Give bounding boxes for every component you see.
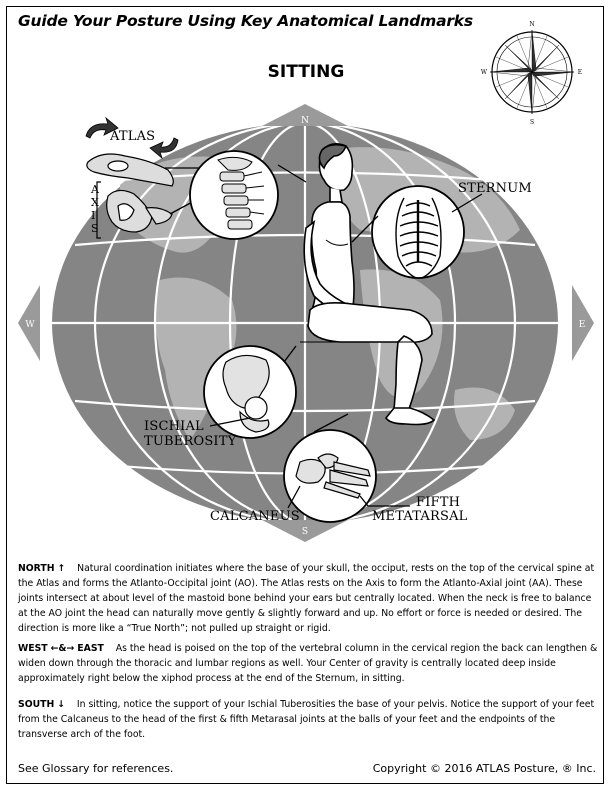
calcaneus-label: CALCANEUS bbox=[210, 509, 300, 524]
cervical-spine-detail bbox=[190, 151, 278, 239]
axis-letter-x: X bbox=[91, 196, 99, 209]
globe-letter-w: W bbox=[25, 320, 35, 330]
fifth-metatarsal-label-line1: FIFTH bbox=[416, 495, 461, 510]
ischial-label-line1: ISCHIAL bbox=[144, 419, 204, 434]
ischial-label-line2: TUBEROSITY bbox=[144, 434, 237, 449]
ribcage-detail bbox=[372, 186, 464, 278]
south-paragraph bbox=[18, 697, 598, 742]
axis-letter-s: S bbox=[91, 222, 99, 235]
rose-letter-n: N bbox=[529, 21, 535, 28]
globe-letter-e: E bbox=[578, 320, 586, 330]
south-heading: SOUTH bbox=[18, 699, 55, 710]
axis-letter-i: I bbox=[91, 209, 96, 222]
globe-letter-n: N bbox=[301, 116, 309, 126]
axis-letter-a: A bbox=[91, 183, 99, 196]
rose-letter-w: W bbox=[480, 69, 488, 76]
copyright-notice: Copyright © 2016 ATLAS Posture, ® Inc. bbox=[372, 762, 596, 775]
rose-letter-s: S bbox=[529, 119, 535, 126]
rose-letter-e: E bbox=[577, 69, 583, 76]
atlas-label: ATLAS bbox=[110, 129, 156, 144]
west-heading: WEST bbox=[18, 643, 48, 654]
fifth-metatarsal-label-line2: METATARSAL bbox=[372, 509, 468, 524]
sternum-label: STERNUM bbox=[458, 181, 532, 196]
north-text: Natural coordination initiates where the base of your skull, the occiput, rests on the top of the cervical spine at the Atlas and forms the Atlanto-Occipital joint (AO). The Atlas rests on the Axis to form the Atlanto-Axial joint (AA). These joints intersect at about level of the mastoid bone behind your ears but centrally located. When the neck is free to balance at the AO joint the head can naturally move gently & slightly forward and up. No effort or force is needed or desired. The direction is more like a “True North”; not pulled up straight or rigid. bbox=[18, 563, 595, 634]
north-heading: NORTH bbox=[18, 563, 55, 574]
south-arrow-icon: ↓ bbox=[57, 699, 66, 710]
west-east-text: As the head is poised on the top of the vertebral column in the cervical region the back can lengthen & widen down through the thoracic and lumbar regions as well. Your Center of gravity is centrally located deep inside approximately right below the xiphod process at the end of the Sternum, in sitting. bbox=[18, 643, 598, 684]
glossary-note: See Glossary for references. bbox=[18, 762, 174, 775]
globe-letter-s: S bbox=[301, 527, 309, 537]
page-title: Guide Your Posture Using Key Anatomical Landmarks bbox=[18, 12, 473, 30]
page-subtitle: SITTING bbox=[267, 62, 345, 82]
south-text: In sitting, notice the support of your Ischial Tuberosities the base of your pelvis. Notice the support of your feet from the Calcaneus to the head of the first & fifth Metarasal joints at the balls of your feet and the endpoints of the transverse arch of the foot. bbox=[18, 699, 595, 740]
compass-rose bbox=[481, 21, 582, 126]
north-arrow-icon: ↑ bbox=[57, 563, 66, 574]
west-east-paragraph bbox=[18, 641, 598, 686]
north-paragraph bbox=[18, 561, 598, 636]
west-east-arrows-icon: ←&→ bbox=[50, 643, 75, 654]
east-heading: EAST bbox=[77, 643, 104, 654]
